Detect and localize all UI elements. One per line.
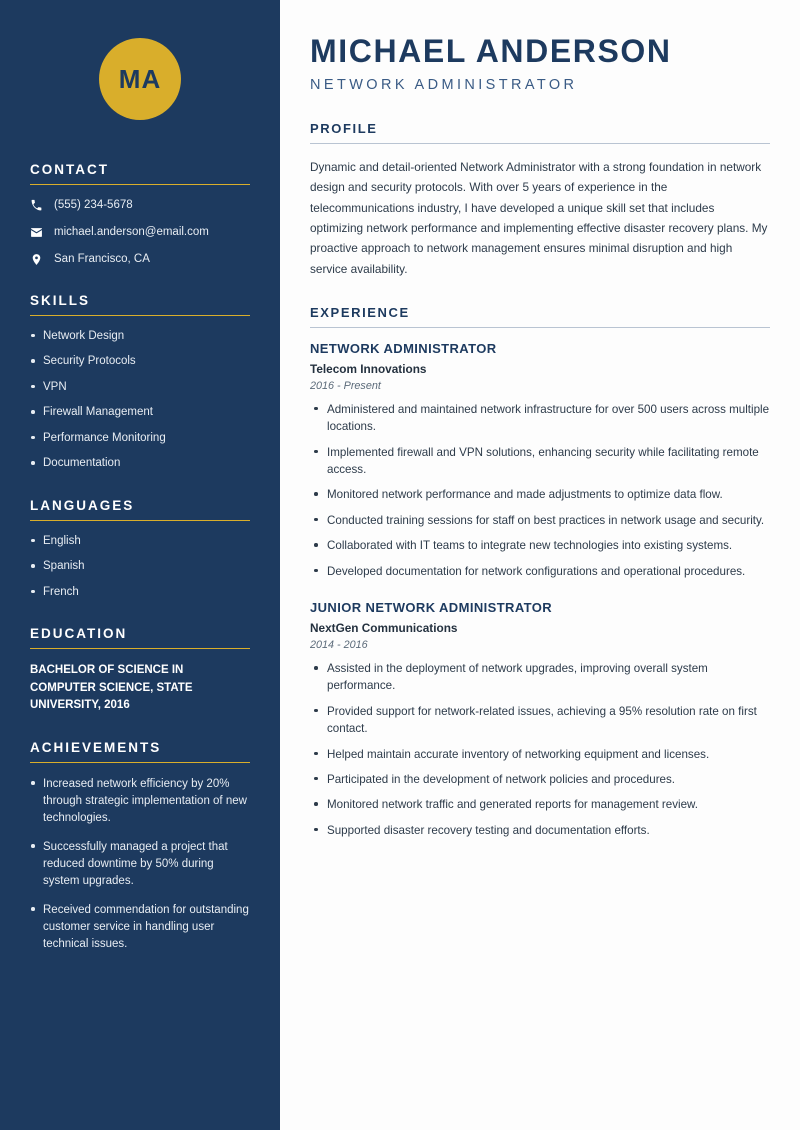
list-item: Received commendation for outstanding customer service in handling user technical issues. xyxy=(30,902,250,952)
avatar: MA xyxy=(99,38,181,120)
list-item: Implemented firewall and VPN solutions, enhancing security while facilitating remote access. xyxy=(310,444,770,479)
skills-section xyxy=(30,293,250,472)
contact-phone-row xyxy=(30,198,250,213)
skills-heading: SKILLS xyxy=(30,293,250,316)
list-item: Spanish xyxy=(30,559,250,575)
contact-email-value: michael.anderson@email.com xyxy=(54,225,209,238)
achievements-heading: ACHIEVEMENTS xyxy=(30,740,250,763)
languages-list xyxy=(30,534,250,601)
profile-text: Dynamic and detail-oriented Network Administrator with a strong foundation in network design and security protocols. With over 5 years of experience in the telecommunications industry, I have developed a unique skill set that includes optimizing network performance and implementing effective disaster recovery plans. My proactive approach to network management ensures minimal disruption and high service availability. xyxy=(310,160,768,276)
list-item: VPN xyxy=(30,380,250,396)
experience-bullets xyxy=(310,401,770,580)
avatar-container xyxy=(30,0,250,162)
list-item: Successfully managed a project that reduced downtime by 50% during system upgrades. xyxy=(30,839,250,889)
education-heading: EDUCATION xyxy=(30,626,250,649)
phone-icon xyxy=(30,199,43,212)
list-item: Assisted in the deployment of network upgrades, improving overall system performance. xyxy=(310,660,770,695)
languages-heading: LANGUAGES xyxy=(30,498,250,521)
experience-section xyxy=(310,305,770,839)
education-entry: BACHELOR OF SCIENCE IN COMPUTER SCIENCE, STATE UNIVERSITY, 2016 xyxy=(30,664,193,711)
list-item: Performance Monitoring xyxy=(30,431,250,447)
list-item: Collaborated with IT teams to integrate new technologies into existing systems. xyxy=(310,537,770,554)
experience-entry xyxy=(310,341,770,392)
list-item: Supported disaster recovery testing and documentation efforts. xyxy=(310,822,770,839)
achievements-section xyxy=(30,740,250,952)
list-item: Helped maintain accurate inventory of networking equipment and licenses. xyxy=(310,746,770,763)
education-section xyxy=(30,626,250,714)
job-role-subtitle: NETWORK ADMINISTRATOR xyxy=(310,77,578,94)
contact-section xyxy=(30,162,250,267)
experience-entry xyxy=(310,600,770,651)
experience-company: Telecom Innovations xyxy=(310,361,427,376)
experience-dates: 2016 - Present xyxy=(310,379,381,392)
list-item: Increased network efficiency by 20% through strategic implementation of new technologies. xyxy=(30,776,250,826)
profile-section xyxy=(310,121,770,279)
list-item: Security Protocols xyxy=(30,354,250,370)
list-item: Developed documentation for network configurations and operational procedures. xyxy=(310,563,770,580)
skills-list xyxy=(30,329,250,472)
list-item: Participated in the development of network policies and procedures. xyxy=(310,771,770,788)
location-pin-icon xyxy=(30,253,43,266)
list-item: Firewall Management xyxy=(30,405,250,421)
experience-job-title: NETWORK ADMINISTRATOR xyxy=(310,340,497,356)
list-item: Conducted training sessions for staff on best practices in network usage and security. xyxy=(310,512,770,529)
list-item: Administered and maintained network infrastructure for over 500 users across multiple locations. xyxy=(310,401,770,436)
contact-location-row xyxy=(30,252,250,267)
experience-heading: EXPERIENCE xyxy=(310,305,770,328)
experience-bullets xyxy=(310,660,770,839)
contact-email-row xyxy=(30,225,250,240)
sidebar xyxy=(0,0,280,1130)
contact-location-value: San Francisco, CA xyxy=(54,252,150,265)
list-item: Documentation xyxy=(30,456,250,472)
profile-heading: PROFILE xyxy=(310,121,770,144)
list-item: Provided support for network-related issues, achieving a 95% resolution rate on first contact. xyxy=(310,703,770,738)
page-title: MICHAEL ANDERSON xyxy=(310,33,672,69)
experience-job-title: JUNIOR NETWORK ADMINISTRATOR xyxy=(310,600,553,615)
list-item: French xyxy=(30,585,250,601)
contact-phone-value: (555) 234-5678 xyxy=(54,199,133,211)
list-item: English xyxy=(30,534,250,550)
envelope-icon xyxy=(30,226,43,239)
list-item: Network Design xyxy=(30,329,250,345)
main-content xyxy=(280,0,800,1130)
experience-company: NextGen Communications xyxy=(310,621,458,635)
achievements-list xyxy=(30,776,250,952)
languages-section xyxy=(30,498,250,601)
experience-dates: 2014 - 2016 xyxy=(310,639,368,651)
list-item: Monitored network traffic and generated reports for management review. xyxy=(310,796,770,813)
list-item: Monitored network performance and made adjustments to optimize data flow. xyxy=(310,486,770,503)
contact-heading: CONTACT xyxy=(30,162,250,185)
